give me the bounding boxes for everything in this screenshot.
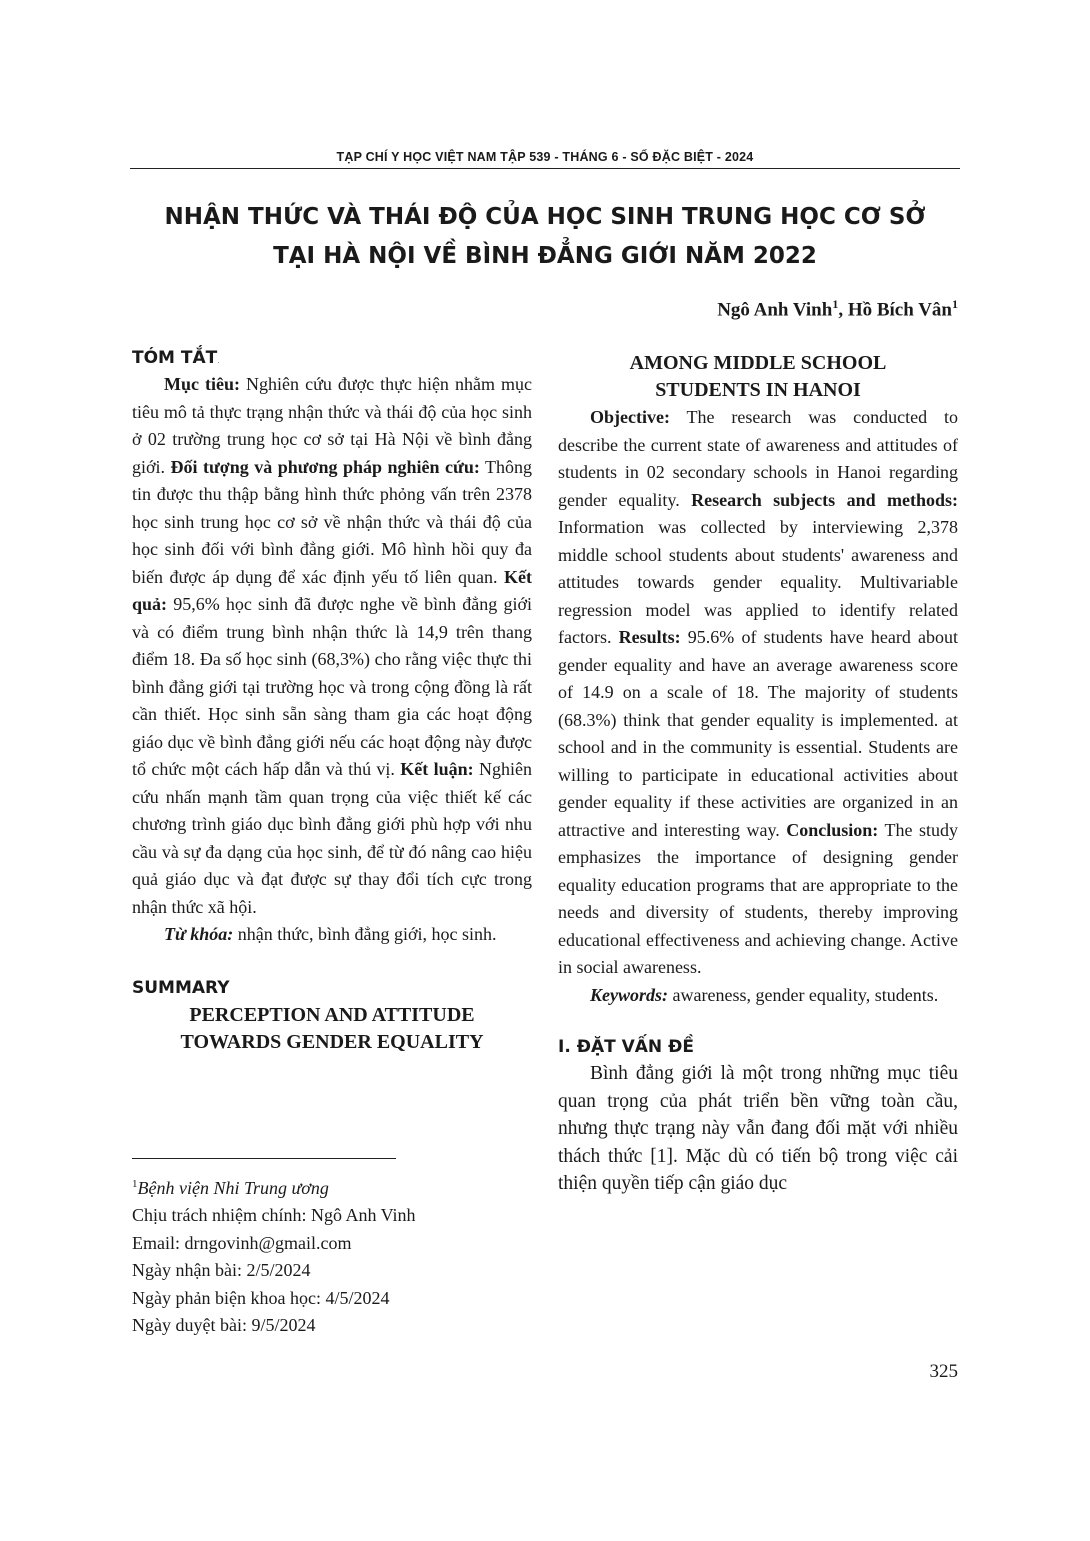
title-line-1: NHẬN THỨC VÀ THÁI ĐỘ CỦA HỌC SINH TRUNG HỌC CƠ SỞ xyxy=(164,204,926,230)
footnotes xyxy=(132,1171,416,1339)
author-list xyxy=(717,297,958,321)
keywords-en xyxy=(558,982,958,1010)
author-2-affil: 1 xyxy=(952,297,958,311)
author-separator: , xyxy=(838,299,848,321)
conclusion-en-text: The study emphasizes the importance of designing gender equality education programs that are appropriate to the needs and diversity of students, thereby improving educational effectiveness and achieving change. Active in social awareness. xyxy=(558,819,958,977)
header-rule xyxy=(130,168,960,169)
objective-vi-text: Nghiên cứu được thực hiện nhằm mục tiêu mô tả thực trạng nhận thức và thái độ của học sinh ở 02 trường trung học cơ sở tại Hà Nội về bình đẳng giới. xyxy=(132,374,532,477)
keywords-vi-label: Từ khóa: xyxy=(164,924,234,944)
footnote-accepted: Ngày duyệt bài: 9/5/2024 xyxy=(132,1315,316,1336)
abstract-vi-heading-dot: . xyxy=(217,356,220,365)
summary-title-line-2: TOWARDS GENDER EQUALITY xyxy=(180,1030,484,1053)
section-1-body: Bình đẳng giới là một trong những mục tiêu quan trọng của phát triển bền vững toàn cầu, nhưng thực trạng này vẫn đang đối mặt với nhiều thách thức [1]. Mặc dù có tiến bộ trong việc cải thiện quyền tiếp cận giáo dục xyxy=(558,1063,958,1194)
abstract-vi-heading xyxy=(132,348,532,368)
abstract-vi-heading-text: TÓM TẮT xyxy=(132,348,218,368)
methods-vi-label: Đối tượng và phương pháp nghiên cứu: xyxy=(170,456,480,477)
keywords-en-label: Keywords: xyxy=(590,984,668,1005)
objective-vi-label: Mục tiêu: xyxy=(164,374,241,394)
summary-title-en xyxy=(132,1002,532,1056)
author-1: Ngô Anh Vinh xyxy=(717,299,833,321)
results-vi-text: 95,6% học sinh đã được nghe về bình đẳng giới và có điểm trung bình nhận thức là 14,9 trên thang điểm 18. Đa số học sinh (68,3%) cho rằng việc thực thi bình đẳng giới tại trường học và trong cộng đồng là rất cần thiết. Học sinh sẵn sàng tham gia các hoạt động giáo dục về bình đẳng giới nếu các hoạt động này được tổ chức một cách hấp dẫn và thú vị. xyxy=(132,594,532,779)
summary-title-line-4: STUDENTS IN HANOI xyxy=(655,379,861,401)
conclusion-vi-text: Nghiên cứu nhấn mạnh tầm quan trọng của việc thiết kế các chương trình giáo dục bình đẳng giới phù hợp với nhu cầu và sự đa dạng của học sinh, để từ đó nâng cao hiệu quả giáo dục và đạt được sự thay đổi tích cực trong nhận thức xã hội. xyxy=(132,759,532,917)
summary-title-line-1: PERCEPTION AND ATTITUDE xyxy=(189,1003,475,1026)
keywords-vi xyxy=(132,921,532,949)
section-1-heading: I. ĐẶT VẤN ĐỀ xyxy=(558,1037,694,1057)
journal-header: TẠP CHÍ Y HỌC VIỆT NAM TẬP 539 - THÁNG 6 - SỐ ĐẶC BIỆT - 2024 xyxy=(336,150,754,164)
author-1-affil: 1 xyxy=(832,297,839,311)
abstract-en-body xyxy=(558,404,958,982)
abstract-vi-body xyxy=(132,371,532,921)
footnote-email: Email: drngovinh@gmail.com xyxy=(132,1232,352,1253)
results-en-text: 95.6% of students have heard about gender equality and have an average awareness score of 14.9 on a scale of 18. The majority of students (68.3%) think that gender equality is implemented. at school and in the community is essential. Students are willing to participate in educational activities about gender equality if these activities are organized in an attractive and interesting way. xyxy=(558,627,958,840)
methods-en-text: Information was collected by interviewing 2,378 middle school students about students' awareness and attitudes towards gender equality. Multivariable regression model was applied to identify related factors. xyxy=(558,517,958,647)
objective-en-text: The research was conducted to describe the current state of awareness and attitudes of students in 02 secondary schools in Hanoi regarding gender equality. xyxy=(558,407,958,510)
objective-en-label: Objective: xyxy=(590,407,670,427)
footnote-reviewed: Ngày phản biện khoa học: 4/5/2024 xyxy=(132,1287,390,1308)
footnote-received: Ngày nhận bài: 2/5/2024 xyxy=(132,1260,311,1281)
title-line-2: TẠI HÀ NỘI VỀ BÌNH ĐẲNG GIỚI NĂM 2022 xyxy=(273,243,817,269)
left-column xyxy=(132,348,532,1056)
results-en-label: Results: xyxy=(618,627,681,647)
methods-vi-text: Thông tin được thu thập bằng hình thức phỏng vấn trên 2378 học sinh trung học cơ sở về nhận thức và thái độ của học sinh đối với bình đẳng giới. Mô hình hồi quy đa biến được áp dụng để xác định yếu tố liên quan. xyxy=(132,456,532,587)
conclusion-vi-label: Kết luận: xyxy=(400,759,474,779)
summary-heading: SUMMARY xyxy=(132,977,230,998)
keywords-en-text: awareness, gender equality, students. xyxy=(668,984,939,1005)
conclusion-en-label: Conclusion: xyxy=(786,819,879,840)
results-vi-label: Kết quả: xyxy=(132,566,532,614)
keywords-vi-text: nhận thức, bình đẳng giới, học sinh. xyxy=(233,924,497,944)
methods-en-label: Research subjects and methods: xyxy=(691,489,958,510)
paper-title xyxy=(130,198,960,276)
footnote-rule xyxy=(132,1158,396,1159)
author-2: Hồ Bích Vân xyxy=(847,299,952,321)
footnote-responsible: Chịu trách nhiệm chính: Ngô Anh Vinh xyxy=(132,1205,416,1226)
footnote-affil-text: Bệnh viện Nhi Trung ương xyxy=(137,1178,329,1198)
summary-title-en-cont xyxy=(558,350,958,404)
page-number: 325 xyxy=(929,1361,958,1382)
footnote-affil-sup: 1 xyxy=(132,1178,138,1190)
summary-title-line-3: AMONG MIDDLE SCHOOL xyxy=(629,352,887,374)
footnote-affiliation xyxy=(132,1171,416,1202)
right-column xyxy=(558,350,958,1198)
